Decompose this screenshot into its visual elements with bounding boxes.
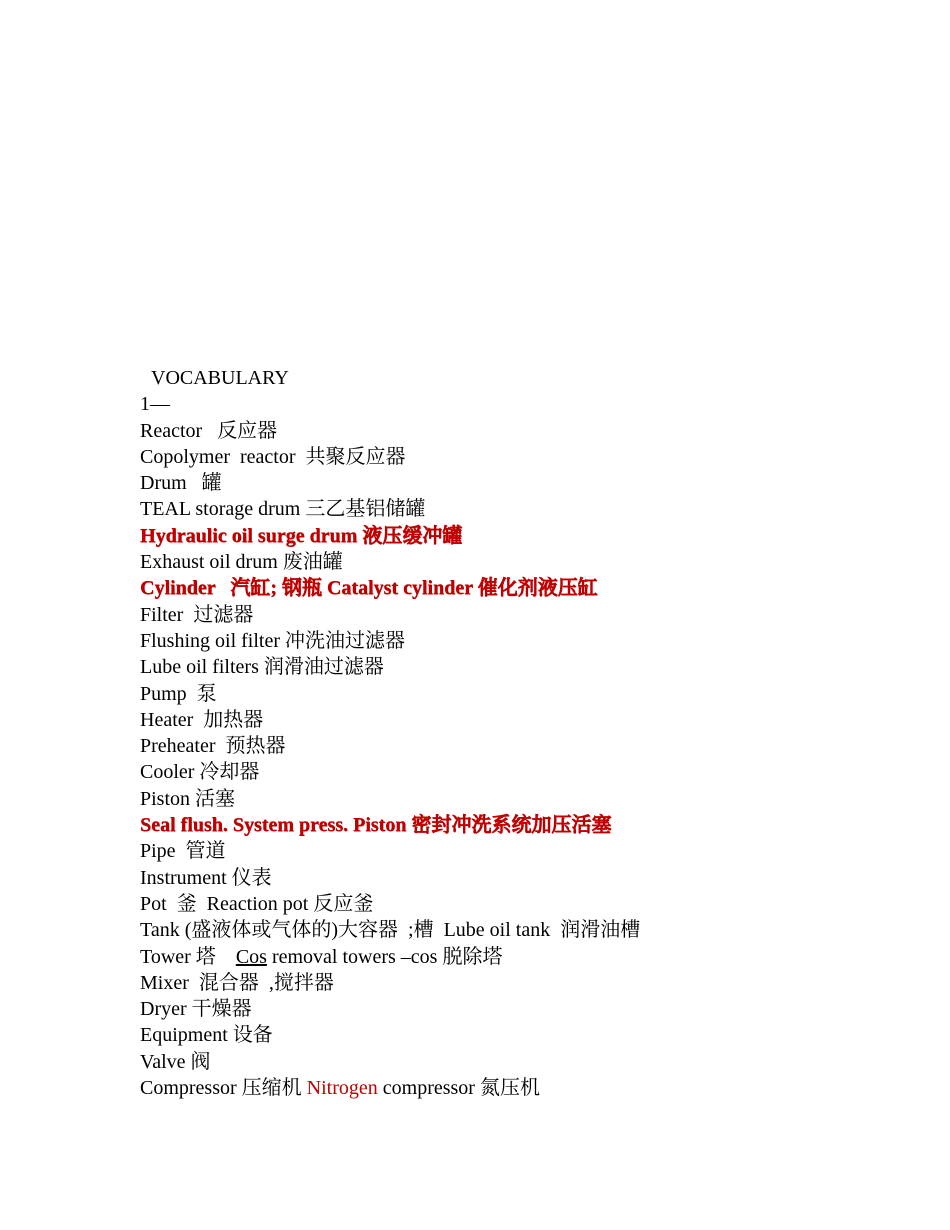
vocab-line-copolymer: Copolymer reactor 共聚反应器 (140, 445, 406, 468)
vocab-line-cooler: Cooler 冷却器 (140, 761, 260, 784)
vocab-line-heater: Heater 加热器 (140, 708, 264, 731)
vocab-line-instrument: Instrument 仪表 (140, 866, 272, 889)
vocab-line-cylinder: Cylinder 汽缸; 钢瓶 Catalyst cylinder 催化剂液压缸 (140, 577, 598, 600)
vocab-line-dryer: Dryer 干燥器 (140, 998, 252, 1021)
vocab-line-pump: Pump 泵 (140, 682, 217, 705)
vocab-line-hydraulic: Hydraulic oil surge drum 液压缓冲罐 (140, 524, 463, 547)
vocab-line-tank: Tank (盛液体或气体的)大容器 ;槽 Lube oil tank 润滑油槽 (140, 919, 641, 942)
vocab-line-exhaust: Exhaust oil drum 废油罐 (140, 551, 343, 574)
compressor-desc: compressor 氮压机 (377, 1077, 540, 1100)
vocab-line-lube-filters: Lube oil filters 润滑油过滤器 (140, 656, 384, 679)
vocab-line-preheater: Preheater 预热器 (140, 735, 286, 758)
vocab-line-seal: Seal flush. System press. Piston 密封冲洗系统加压活塞 (140, 814, 612, 837)
vocab-line-drum: Drum 罐 (140, 472, 222, 495)
page-title: VOCABULARY (151, 367, 289, 389)
vocabulary-list (140, 365, 640, 1101)
vocab-line-mixer: Mixer 混合器 ,搅拌器 (140, 971, 334, 994)
vocab-line-filter: Filter 过滤器 (140, 603, 254, 626)
compressor-term: Compressor 压缩机 (140, 1077, 307, 1100)
vocab-line-valve: Valve 阀 (140, 1050, 211, 1073)
vocab-line-compressor (140, 1075, 640, 1101)
vocab-line-equipment: Equipment 设备 (140, 1024, 273, 1047)
vocab-line-flushing: Flushing oil filter 冲洗油过滤器 (140, 629, 405, 652)
vocab-line-tower (140, 944, 640, 970)
vocab-line-teal: TEAL storage drum 三乙基铝储罐 (140, 498, 426, 521)
cos-underlined: Cos (235, 945, 267, 968)
vocab-line-pipe: Pipe 管道 (140, 840, 226, 863)
tower-term: Tower 塔 (140, 945, 236, 968)
section-number: 1— (140, 393, 170, 416)
vocab-line-pot: Pot 釜 Reaction pot 反应釜 (140, 892, 374, 915)
vocab-line-piston: Piston 活塞 (140, 787, 236, 810)
tower-desc: removal towers –cos 脱除塔 (266, 945, 503, 968)
vocab-line-reactor: Reactor 反应器 (140, 419, 278, 442)
nitrogen-word: Nitrogen (306, 1077, 378, 1100)
